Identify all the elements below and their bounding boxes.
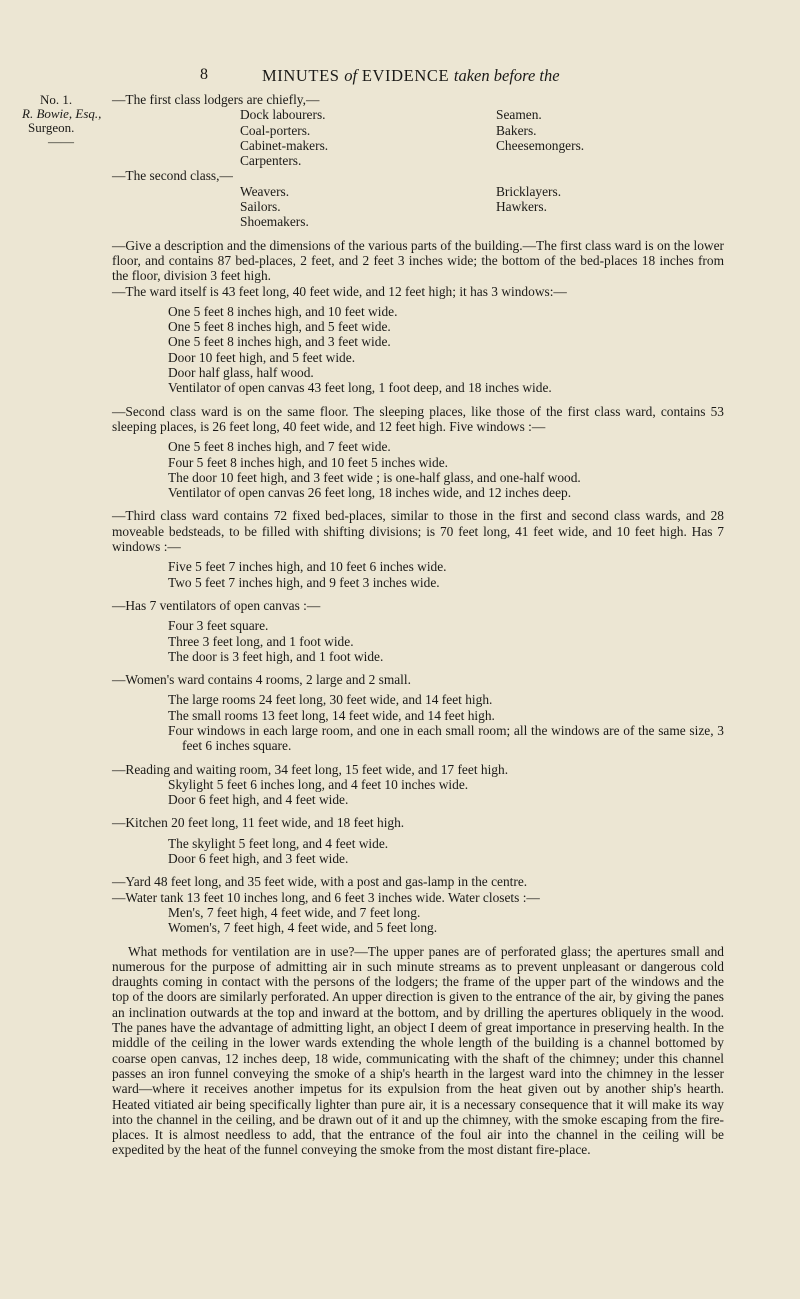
list-item: Door half glass, half wood. — [168, 365, 314, 381]
list-item: Four 3 feet square. — [168, 618, 269, 634]
second-class-list — [112, 184, 724, 230]
list-item: Carpenters. — [240, 153, 302, 169]
list-item: Five 5 feet 7 inches high, and 10 feet 6 inches wide. — [168, 559, 447, 575]
margin-role: Surgeon. — [28, 120, 75, 135]
list-item: Sailors. Hawkers. — [240, 199, 547, 215]
list-item: Three 3 feet long, and 1 foot wide. — [168, 633, 354, 649]
list-item: Women's, 7 feet high, 4 feet wide, and 5 feet long. — [168, 920, 438, 936]
page-number: 8 — [200, 66, 208, 83]
list-item: Ventilator of open canvas 43 feet long, 1 foot deep, and 18 inches wide. — [168, 380, 552, 396]
list-item: Shoemakers. — [240, 214, 309, 230]
reading-room-list — [112, 777, 724, 808]
list-item: Four 5 feet 8 inches high, and 10 feet 5 inches wide. — [168, 454, 449, 470]
list-item: Men's, 7 feet high, 4 feet wide, and 7 feet long. — [168, 904, 421, 920]
third-ward-paragraph: —Third class ward contains 72 fixed bed-places, similar to those in the first and second class wards, and 28 moveable bedsteads, to be filled with shifting divisions; is 70 feet long, 41 feet wide, and 10 feet high. Has 7 windows :— — [112, 508, 724, 555]
margin-number: No. 1. — [40, 92, 73, 107]
yard-lead: —Yard 48 feet long, and 35 feet wide, with a post and gas-lamp in the centre. — [112, 874, 528, 890]
ward-lead: —The ward itself is 43 feet long, 40 feet wide, and 12 feet high; it has 3 windows:— — [112, 283, 567, 299]
list-item: The small rooms 13 feet long, 14 feet wide, and 14 feet high. — [168, 707, 495, 723]
ward-list — [112, 304, 724, 396]
list-item: The door is 3 feet high, and 1 foot wide. — [168, 648, 384, 664]
title-evidence: EVIDENCE — [361, 66, 450, 85]
water-closets-list — [112, 905, 724, 936]
third-ward-list — [112, 559, 724, 590]
list-item: Door 6 feet high, and 3 feet wide. — [168, 851, 349, 867]
ventilators-list — [112, 618, 724, 664]
margin-note — [22, 93, 102, 149]
list-item: One 5 feet 8 inches high, and 5 feet wide. — [168, 319, 391, 335]
first-class-intro: —The first class lodgers are chiefly,— — [112, 92, 320, 107]
kitchen-lead: —Kitchen 20 feet long, 11 feet wide, and 18 feet high. — [112, 815, 405, 831]
list-item: One 5 feet 8 inches high, and 3 feet wide. — [168, 334, 391, 350]
page-title — [262, 66, 560, 86]
list-item: Skylight 5 feet 6 inches long, and 4 feet 10 inches wide. — [168, 776, 469, 792]
dimensions-paragraph: —Give a description and the dimensions of the various parts of the building.—The first class ward is on the lower floor, and contains 87 bed-places, 2 feet, and 2 feet 3 inches wide; the bottom of the bed-places 18 inches from the floor, division 3 feet high. — [112, 237, 724, 284]
list-item: Weavers. Bricklayers. — [240, 183, 562, 199]
second-ward-paragraph: —Second class ward is on the same floor. The sleeping places, like those of the first class ward, contains 53 sleeping places, is 26 feet long, 40 feet wide, and 12 feet high. Five windows :— — [112, 403, 724, 434]
second-class-intro: —The second class,— — [112, 168, 233, 184]
list-item: Cabinet-makers. Cheesemongers. — [240, 137, 585, 153]
reading-room-lead: —Reading and waiting room, 34 feet long, 15 feet wide, and 17 feet high. — [112, 761, 509, 777]
ventilators-lead: —Has 7 ventilators of open canvas :— — [112, 597, 321, 613]
list-item: Four windows in each large room, and one in each small room; all the windows are of the same size, 3 feet 6 inches square. — [168, 722, 724, 754]
margin-witness: R. Bowie, Esq., — [22, 106, 102, 121]
list-item: One 5 feet 8 inches high, and 7 feet wide. — [168, 439, 391, 455]
title-tail: taken before the — [453, 66, 560, 85]
list-item: The door 10 feet high, and 3 feet wide ; is one-half glass, and one-half wood. — [168, 469, 581, 485]
kitchen-list — [112, 836, 724, 867]
ventilation-paragraph: What methods for ventilation are in use?—The upper panes are of perforated glass; the apertures small and numerous for the purpose of admitting air in such minute streams as to prevent unpleasant or dangerous cold draughts coming in contact with the persons of the lodgers; the frame of the upper part of the windows and the top of the doors are similarly perforated. An upper direction is given to the entrance of the air, by giving the panes an inclination outwards at the top and inward at the bottom, and by drilling the apertures obliquely in the wood. The panes have the advantage of admitting light, an object I deem of great importance in preserving health. In the middle of the ceiling in the lower wards extending the whole length of the building is a channel bottomed by coarse open canvas, 12 inches deep, 18 wide, communicating with the shaft of the chimney; under this channel passes an iron funnel conveying the smoke of a ship's hearth in the largest ward into the chimney in the lesser ward—where it receives another impetus for its expulsion from the heat given out by another ship's hearth. Heated vitiated air being specifically lighter than pure air, it is a necessary consequence that it will make its way into the channel in the ceiling, and be drawn out of it and up the chimney, with the smoke escaping from the fire-places. It is almost needless to add, that the entrance of the foul air into the channel in the ceiling will be expedited by the heat of the funnel conveying the smoke from the most distant fire-place. — [112, 943, 724, 1158]
title-of: of — [344, 66, 358, 85]
list-item: Coal-porters. Bakers. — [240, 122, 537, 138]
second-ward-list — [112, 439, 724, 500]
list-item: Ventilator of open canvas 26 feet long, 18 inches wide, and 12 inches deep. — [168, 485, 572, 501]
page-header — [0, 66, 800, 90]
title-main: MINUTES — [262, 66, 340, 85]
list-item: Door 10 feet high, and 5 feet wide. — [168, 349, 356, 365]
list-item: Dock labourers. Seamen. — [240, 107, 542, 123]
list-item: Door 6 feet high, and 4 feet wide. — [168, 792, 349, 808]
list-item: The skylight 5 feet long, and 4 feet wide. — [168, 835, 389, 851]
water-tank-lead: —Water tank 13 feet 10 inches long, and 6 feet 3 inches wide. Water closets :— — [112, 889, 540, 905]
margin-dash: —— — [48, 134, 74, 149]
womens-ward-lead: —Women's ward contains 4 rooms, 2 large and 2 small. — [112, 672, 411, 688]
list-item: The large rooms 24 feet long, 30 feet wide, and 14 feet high. — [168, 692, 493, 708]
list-item: One 5 feet 8 inches high, and 10 feet wide. — [168, 303, 398, 319]
list-item: Two 5 feet 7 inches high, and 9 feet 3 inches wide. — [168, 574, 440, 590]
body-text — [112, 92, 724, 1158]
womens-ward-list — [112, 692, 724, 753]
first-class-list — [112, 107, 724, 168]
